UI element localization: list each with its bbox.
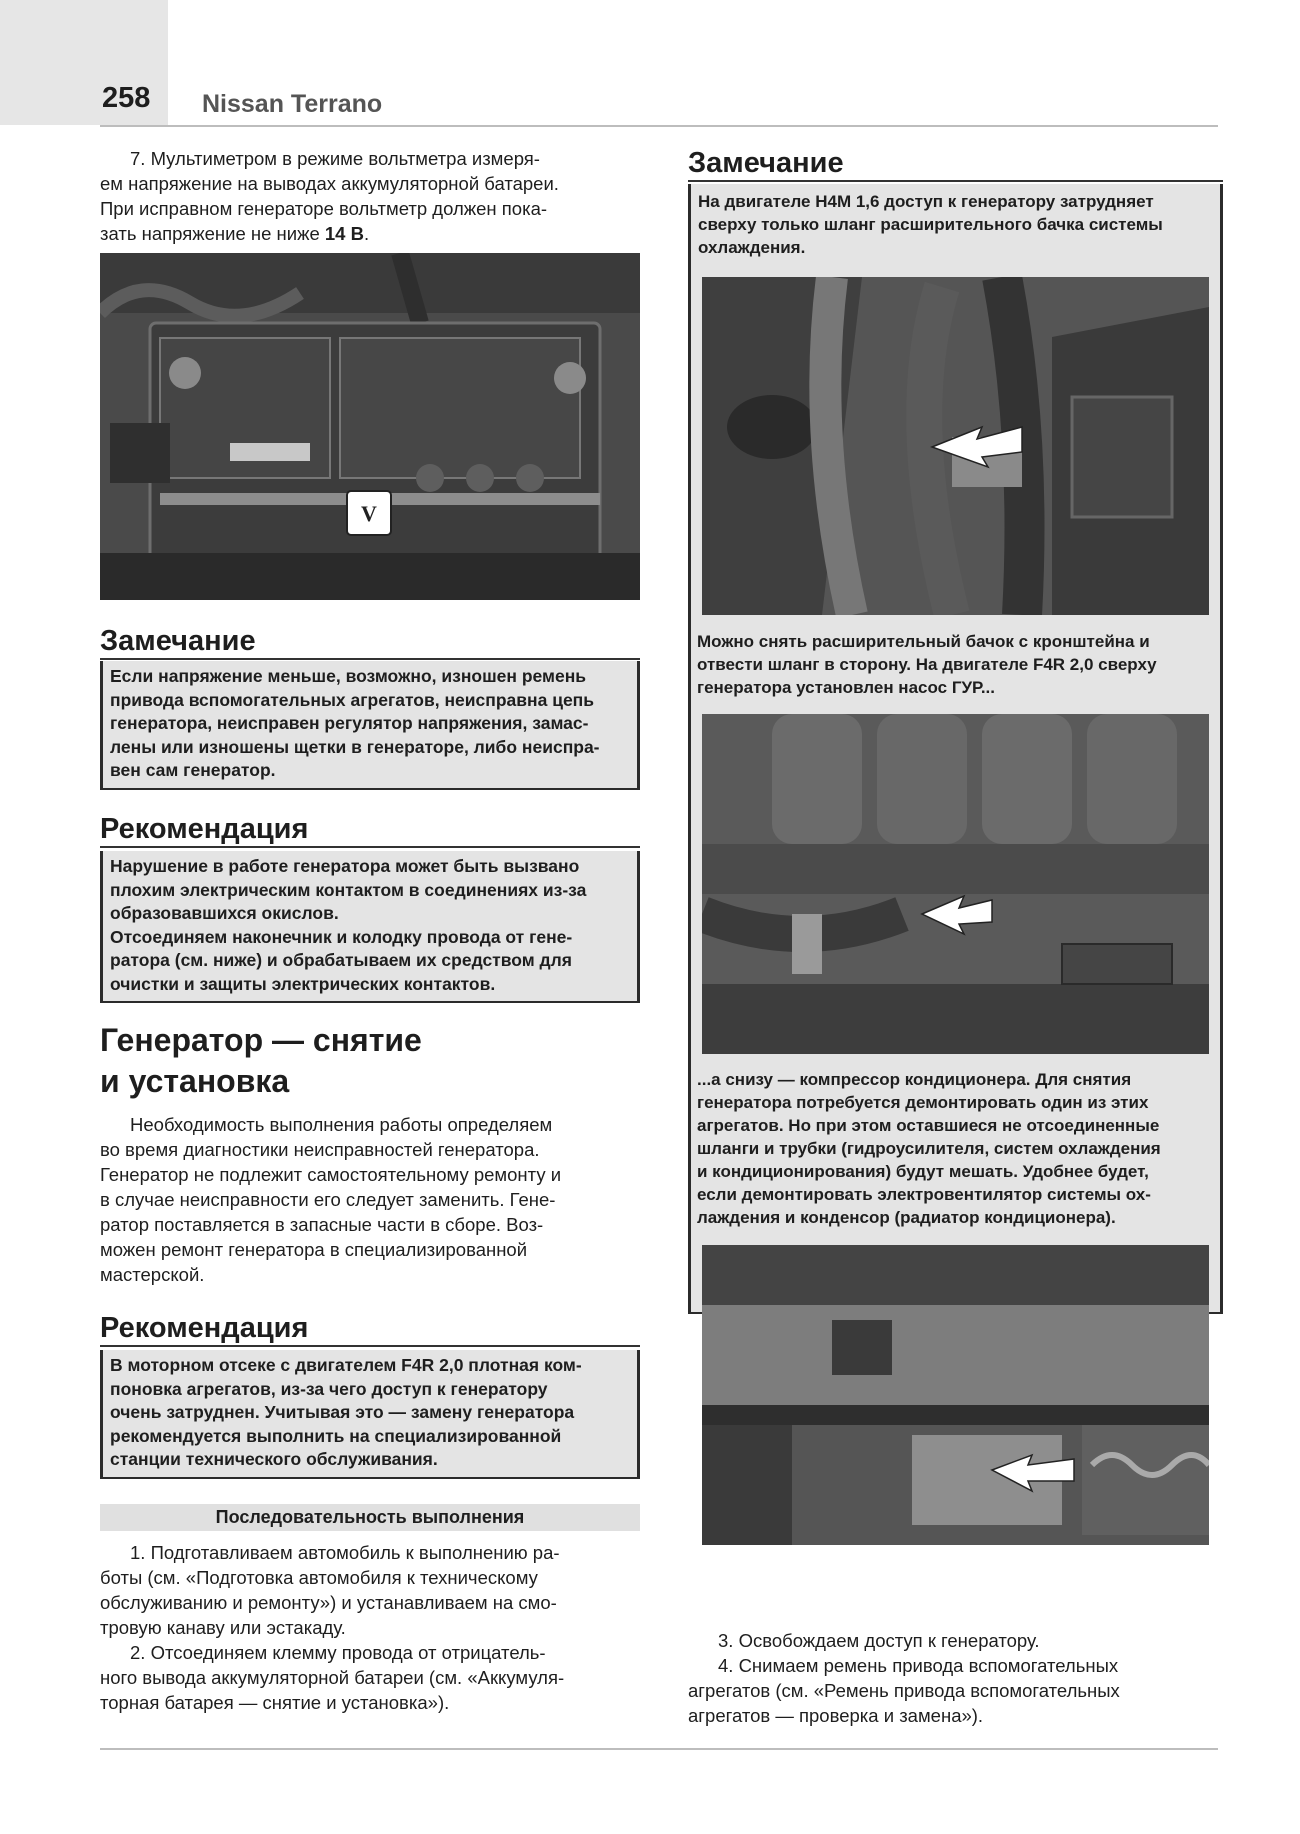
footer-rule (100, 1748, 1218, 1750)
recommendation-1-line: Отсоединяем наконечник и колодку провода от гене- (110, 926, 573, 947)
note-2-line: охлаждения. (698, 238, 806, 257)
step-7-line: ем напряжение на выводах аккумуляторной батареи. (100, 173, 559, 194)
voltage-value: 14 В (324, 223, 364, 244)
sequence-steps: 1. Подготавливаем автомобиль к выполнению ра- боты (см. «Подготовка автомобиля к техническому обслуживанию и ремонту») и устанавливаем на смо- тровую канаву или эстакаду. 2. Отсоединяем клемму провода от отрицатель- ного вывода аккумуляторной батареи (см. «Аккумуля- торная батарея — снятие и установка»). (100, 1542, 565, 1713)
recommendation-2-box (100, 1350, 640, 1479)
manifold-photo (702, 714, 1209, 1054)
compressor-photo (702, 1245, 1209, 1545)
note-1-line: генератора, неисправен регулятор напряжения, замас- (110, 713, 589, 733)
header-rule (100, 125, 1218, 127)
section-title: Генератор — снятие и установка (100, 1022, 422, 1099)
recommendation-2-line: станции технического обслуживания. (110, 1449, 438, 1469)
recommendation-2-line: поновка агрегатов, из-за чего доступ к генератору (110, 1378, 548, 1399)
step-7-text (100, 146, 640, 246)
recommendation-1-line: плохим электрическим контактом в соединениях из-за (110, 879, 587, 900)
note-1-line: вен сам генератор. (110, 760, 276, 780)
note-1-title: Замечание (100, 624, 640, 660)
recommendation-1-box (100, 851, 640, 1003)
right-steps: 3. Освобождаем доступ к генератору. 4. Снимаем ремень привода вспомогательных агрегатов (см. «Ремень привода вспомогательных агрегатов — проверка и замена»). (688, 1630, 1120, 1726)
note-1-box (100, 661, 640, 790)
note-2-line: сверху только шланг расширительного бачка системы (698, 215, 1163, 234)
step-7-line: При исправном генераторе вольтметр должен пока- (100, 198, 548, 219)
note-1-line: привода вспомогательных агрегатов, неисправна цепь (110, 689, 595, 710)
step-7-line: 7. Мультиметром в режиме вольтметра измеря- (130, 148, 540, 169)
voltmeter-label: V (361, 501, 377, 526)
step-7-line: зать напряжение не ниже 14 В. (100, 223, 370, 244)
section-text: Необходимость выполнения работы определяем во время диагностики неисправностей генератора. Генератор не подлежит самостоятельному ремонту и в случае неисправности его следует заменить. Гене- ратор поставляется в запасные части в сборе. Воз- можен ремонт генератора в специализированной мастерской. (100, 1114, 562, 1285)
note-2-line: На двигателе H4M 1,6 доступ к генератору затрудняет (698, 192, 1154, 211)
recommendation-2-title: Рекомендация (100, 1311, 640, 1347)
recommendation-1-line: Нарушение в работе генератора может быть вызвано (110, 856, 580, 876)
battery-photo (100, 253, 640, 600)
recommendation-1-line: образовавшихся окислов. (110, 903, 339, 923)
recommendation-1-title: Рекомендация (100, 812, 640, 848)
note-1-line: Если напряжение меньше, возможно, изношен ремень (110, 666, 587, 686)
photo-2-caption: Можно снять расширительный бачок с кронштейна и отвести шланг в сторону. На двигателе F4R 2,0 сверху генератора установлен насос ГУР... (697, 632, 1157, 697)
book-title: Nissan Terrano (202, 90, 383, 118)
note-2-title: Замечание (688, 146, 1223, 182)
sequence-title: Последовательность выполнения (100, 1504, 640, 1531)
recommendation-2-line: рекомендуется выполнить на специализированной (110, 1425, 562, 1446)
note-1-line: лены или изношены щетки в генераторе, либо неиспра- (110, 736, 600, 757)
recommendation-2-line: очень затруднен. Учитывая это — замену генератора (110, 1402, 575, 1422)
recommendation-1-line: ратора (см. ниже) и обрабатываем их средством для (110, 950, 572, 970)
hose-photo (702, 277, 1209, 615)
recommendation-2-line: В моторном отсеке с двигателем F4R 2,0 плотная ком- (110, 1355, 582, 1375)
recommendation-1-line: очистки и защиты электрических контактов. (110, 973, 496, 994)
photo-3-caption: ...а снизу — компрессор кондиционера. Для снятия генератора потребуется демонтировать один из этих агрегатов. Но при этом оставшиеся не отсоединенные шланги и трубки (гидроусилителя, систем охлаждения и кондиционирования) будут мешать. Удобнее будет, если демонтировать электровентилятор системы ох- лаждения и конденсор (радиатор кондиционера). (697, 1070, 1161, 1227)
page-number: 258 (102, 82, 151, 114)
